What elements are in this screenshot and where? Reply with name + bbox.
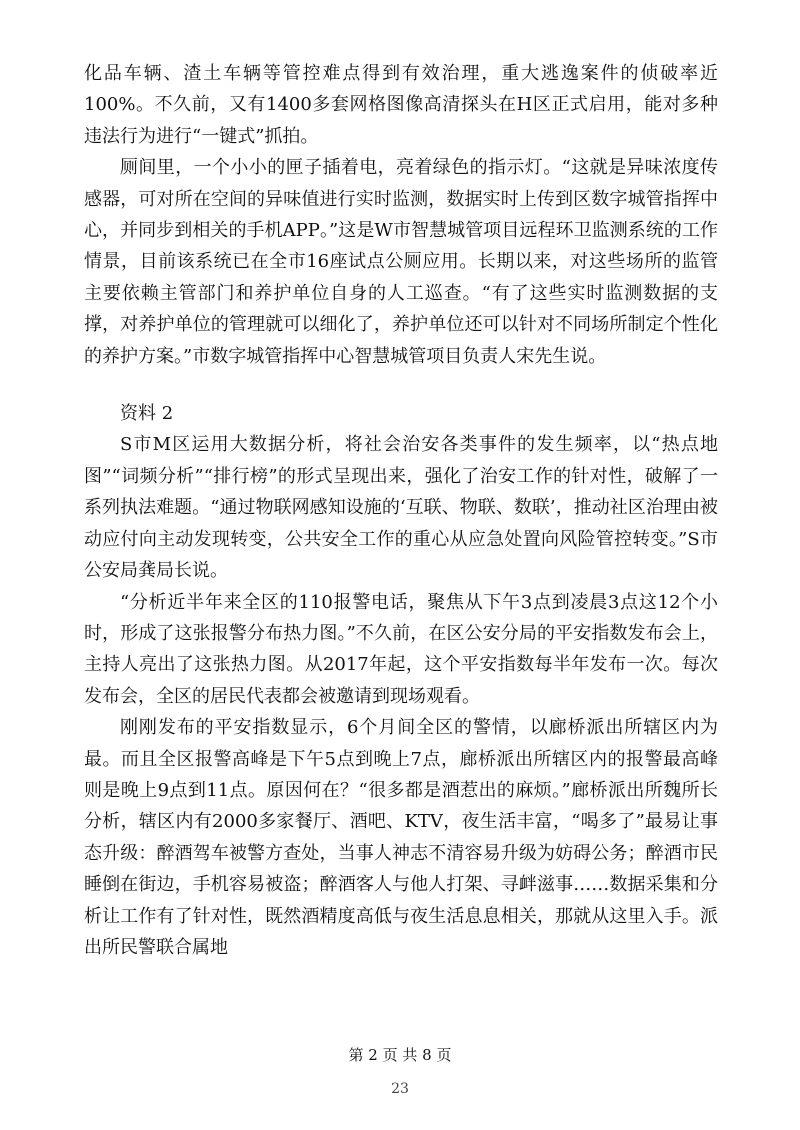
paragraph-heatmap: “分析近半年来全区的110报警电话，聚焦从下午3点到凌晨3点这12个小时，形成了这张报警分布热力图。”不久前，在区公安分局的平安指数发布会上，主持人亮出了这张热力图。从2017年起，这个平安指数每半年发布一次。每次发布会，全区的居民代表都会被邀请到现场观看。: [84, 591, 718, 707]
page-count-label: 第 2 页 共 8 页: [348, 1046, 452, 1064]
paragraph-big-data: S市M区运用大数据分析，将社会治安各类事件的发生频率，以“热点地图”“词频分析”“排行榜”的形式呈现出来，强化了治安工作的针对性，破解了一系列执法难题。“通过物联网感知设施的‘互联、物联、数联’，推动社区治理由被动应付向主动发现转变，公共安全工作的重心从应急处置向风险管控转变。”S市公安局龚局长说。: [84, 434, 718, 582]
section-gap: [84, 372, 718, 398]
paragraph-odor-sensor: 厕间里，一个小小的匣子插着电，亮着绿色的指示灯。“这就是异味浓度传感器，可对所在空间的异味值进行实时监测，数据实时上传到区数字城管指挥中心，并同步到相关的手机APP。”这是W市智慧城管项目远程环卫监测系统的工作情景，目前该系统已在全市16座试点公厕应用。长期以来，对这些场所的监管主要依赖主管部门和养护单位自身的人工巡查。“有了这些实时监测数据的支撑，对养护单位的管理就可以细化了，养护单位还可以针对不同场所制定个性化的养护方案。”市数字城管指挥中心智慧城管项目负责人宋先生说。: [84, 157, 718, 367]
section-heading: 资料 2: [120, 403, 174, 425]
document-body: [84, 58, 718, 963]
paragraph-continued: 化品车辆、渣土车辆等管控难点得到有效治理，重大逃逸案件的侦破率近100%。不久前，又有1400多套网格图像高清探头在H区正式启用，能对多种违法行为进行“一键式”抓拍。: [84, 63, 718, 147]
page-number: 23: [391, 1081, 409, 1097]
paragraph-safety-index: 刚刚发布的平安指数显示，6个月间全区的警情，以廊桥派出所辖区内为最。而且全区报警高峰是下午5点到晚上7点，廊桥派出所辖区内的报警最高峰则是晚上9点到11点。原因何在？“很多都是酒惹出的麻烦。”廊桥派出所魏所长分析，辖区内有2000多家餐厅、酒吧、KTV，夜生活丰富，“喝多了”最易让事态升级：醉酒驾车被警方查处，当事人神志不清容易升级为妨碍公务；醉酒市民睡倒在街边，手机容易被盗；醉酒客人与他人打架、寻衅滋事……数据采集和分析让工作有了针对性，既然酒精度高低与夜生活息息相关，那就从这里入手。派出所民警联合属地: [84, 717, 718, 958]
